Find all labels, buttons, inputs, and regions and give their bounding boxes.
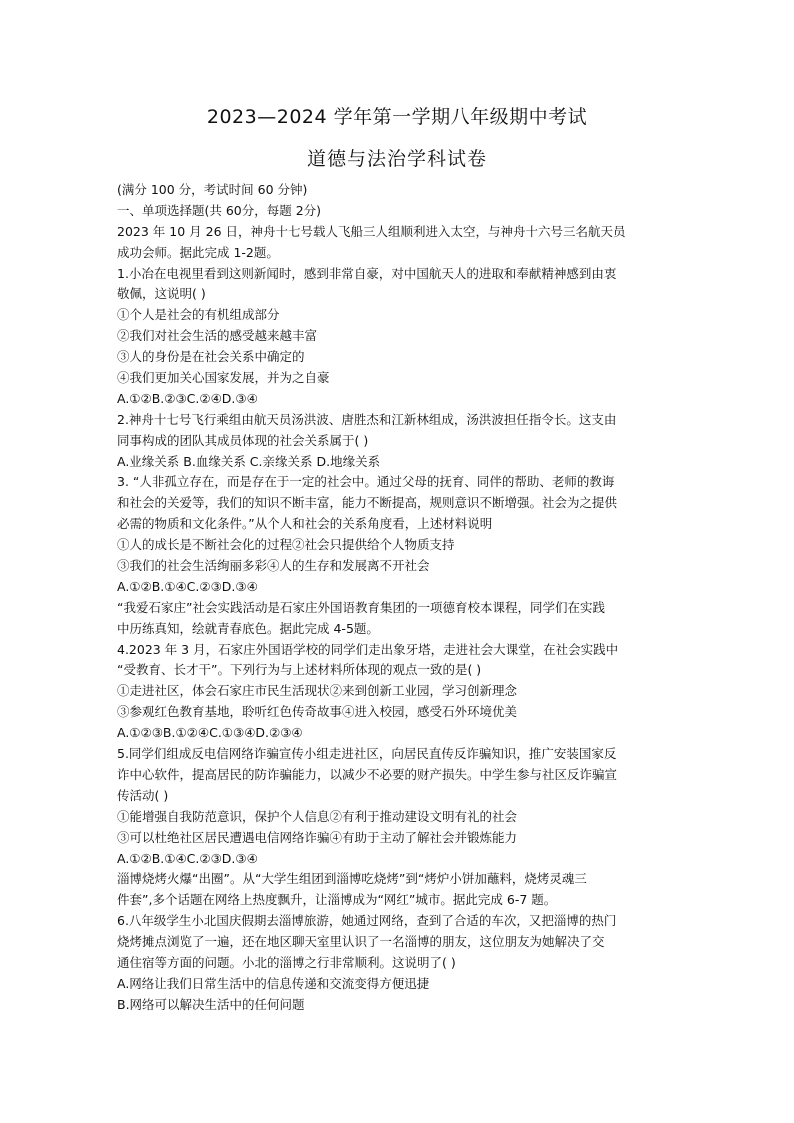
- question-4-stem: “受教育、长才干”。下列行为与上述材料所体现的观点一致的是( ): [117, 662, 482, 678]
- question-5-statement: ③可以杜绝社区居民遭遇电信网络诈骗④有助于主动了解社会并锻炼能力: [117, 829, 518, 845]
- question-5-statement: ①能增强自我防范意识，保护个人信息②有利于推动建设文明有礼的社会: [117, 808, 518, 824]
- question-3-stem: 必需的物质和文化条件。”从个人和社会的关系角度看，上述材料说明: [117, 516, 493, 532]
- question-5-stem: 诈中心软件，提高居民的防诈骗能力，以减少不必要的财产损失。中学生参与社区反诈骗宣: [117, 766, 618, 782]
- question-5-options: A.①②B.①④C.②③D.③④: [117, 850, 258, 866]
- question-4-stem: 4.2023 年 3 月，石家庄外国语学校的同学们走出象牙塔，走进社会大课堂，在社会实践中: [117, 641, 619, 657]
- question-3-statement: ①人的成长是不断社会化的过程②社会只提供给个人物质支持: [117, 537, 455, 553]
- exam-body: [117, 180, 685, 1016]
- exam-title: 2023—2024 学年第一学期八年级期中考试: [206, 106, 588, 128]
- material-text: 淄博烧烤火爆“出圈”。从“大学生组团到淄博吃烧烤”到“烤炉小饼加蘸料，烧烤灵魂三: [117, 871, 587, 887]
- question-4-statement: ③参观红色教育基地，聆听红色传奇故事④进入校园，感受石外环境优美: [117, 704, 518, 720]
- question-4-options: A.①②③B.①②④C.①③④D.②③④: [117, 725, 303, 741]
- question-1-statement: ②我们对社会生活的感受越来越丰富: [117, 328, 318, 344]
- question-1-statement: ①个人是社会的有机组成部分: [117, 307, 280, 323]
- question-4-statement: ①走进社区，体会石家庄市民生活现状②来到创新工业园，学习创新理念: [117, 683, 518, 699]
- question-6-stem: 6.八年级学生小北国庆假期去淄博旅游，她通过网络，查到了合适的车次，又把淄博的热门: [117, 913, 617, 929]
- question-3-stem: 3. “人非孤立存在，而是存在于一定的社会中。通过父母的抚育、同伴的帮助、老师的教诲: [117, 474, 615, 490]
- question-2-stem: 同事构成的团队其成员体现的社会关系属于( ): [117, 432, 369, 448]
- material-text: 成功会师。据此完成 1-2题。: [117, 244, 279, 260]
- question-1-statement: ③人的身份是在社会关系中确定的: [117, 349, 305, 365]
- material-text: 中历练真知，绘就青春底色。据此完成 4-5题。: [117, 620, 379, 636]
- question-6-option-b: B.网络可以解决生活中的任何问题: [117, 996, 305, 1012]
- question-6-stem: 烧烤摊点浏览了一遍，还在地区聊天室里认识了一名淄博的朋友，这位朋友为她解决了交: [117, 934, 605, 950]
- question-6-stem: 通住宿等方面的问题。小北的淄博之行非常顺利。这说明了( ): [117, 954, 456, 970]
- question-5-stem: 5.同学们组成反电信网络诈骗宣传小组走进社区，向居民直传反诈骗知识，推广安装国家反: [117, 746, 617, 762]
- exam-info-line: (满分 100 分，考试时间 60 分钟): [117, 182, 308, 197]
- question-6-option-a: A.网络让我们日常生活中的信息传递和交流变得方便迅捷: [117, 975, 430, 991]
- material-text: 2023 年 10 月 26 日，神舟十七号载人飞船三人组顺利进入太空，与神舟十六号三名航天员: [117, 223, 626, 239]
- material-text: 件套”,多个话题在网络上热度飘升，让淄博成为“网红”城市。据此完成 6-7 题。: [117, 892, 557, 908]
- question-1-stem: 敬佩，这说明( ): [117, 286, 206, 302]
- material-text: “我爱石家庄”社会实践活动是石家庄外国语教育集团的一项德育校本课程，同学们在实践: [117, 599, 605, 615]
- question-1-statement: ④我们更加关心国家发展，并为之自豪: [117, 370, 330, 386]
- exam-subtitle: 道德与法治学科试卷: [306, 148, 487, 170]
- question-3-options: A.①②B.①④C.②③D.③④: [117, 578, 258, 594]
- section-heading: 一、单项选择题(共 60分，每题 2分): [117, 202, 322, 218]
- question-1-options: A.①②B.②③C.②④D.③④: [117, 390, 258, 406]
- question-3-stem: 和社会的关爱等，我们的知识不断丰富，能力不断提高，规则意识不断增强。社会为之提供: [117, 495, 618, 511]
- question-5-stem: 传活动( ): [117, 787, 169, 803]
- question-3-statement: ③我们的社会生活绚丽多彩④人的生存和发展离不开社会: [117, 558, 430, 574]
- question-2-stem: 2.神舟十七号飞行乘组由航天员汤洪波、唐胜杰和江新林组成，汤洪波担任指令长。这支由: [117, 411, 617, 427]
- question-2-options: A.业缘关系 B.血缘关系 C.亲缘关系 D.地缘关系: [117, 453, 381, 469]
- question-1-stem: 1.小冶在电视里看到这则新闻时，感到非常自豪，对中国航天人的进取和奉献精神感到由衷: [117, 265, 617, 281]
